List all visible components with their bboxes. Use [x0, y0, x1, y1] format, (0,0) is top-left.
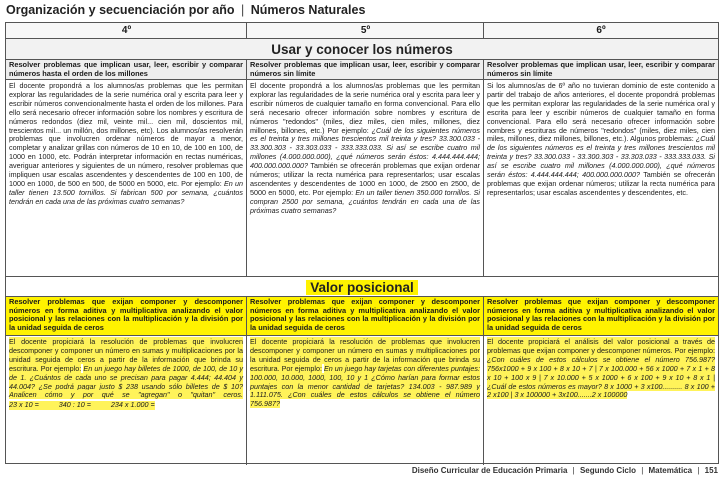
content-body-valor-5 — [247, 337, 483, 465]
content-head-5: Resolver problemas que implican usar, leer, escribir y comparar números sin límite — [247, 60, 483, 80]
content-head-valor-6: Resolver problemas que exijan componer y descomponer números en forma aditiva y multiplicativa analizando el valor posicional y las relaciones con la multiplicación y la división por la unidad seguida de ceros — [484, 297, 718, 336]
divider — [246, 23, 247, 39]
body-text: Si los alumnos/as de 6º año no tuvieran dominio de este contenido a partir del trabajo de años anteriores, el docente propondrá problemas que les permitan explorar las regularidades de la serie numérica oral y escrita para leer y escribir números de cualquier tamaño en forma convencional. Para ello será necesario ofrecer información sobre nombres y escrituras de números "redondos" (miles, diez miles, cien miles, millones, diez millones, billones, etc.). Algunos problemas: — [487, 81, 715, 144]
body-text: El docente propondrá a los alumnos/as problemas que les permitan explorar las regularidades de la serie numérica oral y escrita para leer y escribir números convencionalmente hasta el orden de los millones. Para ello será necesario ofrecer información sobre los nombres y escritura de números redondos (diez mil, veinte mil... cien mil, doscientos mil, trescientos mil... un millón, dos millones, etc). Los alumnos/as resolverán problemas que involucren ordenar números de mayor a menor, completar y analizar grillas con números de 10 en 10, de 100 en 100, de 1000 en 1000, etc. Podrán interpretar información en rectas numéricas, averiguar anteriores y siguientes de un número, resolver problemas que impliquen usar escalas ascendentes y descendentes de 100 en 100, de 1000 en 1000, de 500 en 500, de 5000 en 5000, etc. Por ejemplo: — [9, 81, 243, 188]
content-head-valor-5: Resolver problemas que exijan componer y descomponer números en forma aditiva y multiplicativa analizando el valor posicional y las relaciones con la multiplicación y la división por la unidad seguida de ceros — [247, 297, 483, 336]
content-body-4 — [6, 81, 246, 276]
footer-separator: | — [572, 466, 575, 475]
page-footer — [300, 466, 718, 478]
operations-line: 23 x 10 = 340 : 10 = 234 x 1.000 = — [9, 400, 155, 410]
example-text: ¿Cuál de los siguientes números es el treinta y tres millones trescientos mil treinta y tres? 33.300.033 - 33.300.303 - 33.303.033 - 333.333.033. Si así se escribe cuatro mil millones (4.000.000.000), ¿qué números serán éstos: 4.444.444.444; 400.000.000.000? — [487, 134, 716, 180]
body-text: El docente propiciará la resolución de problemas que involucren descomponer y componer un número en sumas y multiplicaciones por la unidad seguida de ceros a partir de la información que brinda su escritura. Por ejemplo: — [250, 337, 480, 373]
divider — [483, 23, 484, 39]
column-header-row — [6, 23, 718, 39]
page-number: 151 — [704, 466, 718, 475]
example-text: En un juego hay billetes de 1000, de 100, de 10 y de 1. ¿Cuántos de cada uno se precisan para pagar 4.444; 44.404 y 44.004? ¿Se podrá pagar justo $ 238 usando sólo billetes de $ 10? Analicen cómo y por qué se "agregan" o "quitan" ceros. — [9, 363, 244, 400]
body-text: El docente propondrá a los alumnos/as problemas que les permitan explorar las regularidades de la serie numérica oral y escrita para leer y escribir números de cualquier tamaño en forma convencional. Para ello será necesario ofrecer información sobre nombres y escritura de números "redondos" (miles, diez miles, cien miles, millones, diez millones, billones, etc.) Por ejemplo: — [250, 81, 480, 135]
footer-separator: | — [697, 466, 700, 475]
example-text: ¿Cuál de los siguientes números es el treinta y tres millones trescientos mil treinta y tres? 33.300.033 - 33.300.303 - 33.303.033 - 333.333.033. Si así se escribe cuatro mil millones (4.000.000.000), ¿qué números serán éstos: 4.444.444.444; 400.000.000.000? — [250, 125, 481, 171]
body-text: El docente propiciará la resolución de problemas que involucren descomponer y componer un número en sumas y multiplicaciones por la unidad seguida de ceros a partir de la información que brinda su escritura. Por ejemplo: — [9, 337, 243, 373]
section-title-valor: Valor posicional — [306, 280, 418, 295]
section-title-usar: Usar y conocer los números — [6, 39, 718, 60]
body-text: También se ofrecerán problemas que exijan ordenar números; utilizar la recta numérica para representarlos; usar escalas ascendentes y descendentes de 1000 en 1000, de 2500 en 2500, de 5000 en 5000, etc. Por ejemplo: — [250, 161, 480, 197]
footer-subject: Matemática — [648, 466, 693, 475]
curriculum-table — [5, 22, 719, 464]
content-body-6 — [484, 81, 718, 276]
header-topic: Números Naturales — [250, 3, 366, 17]
content-head-6: Resolver problemas que implican usar, leer, escribir y comparar números sin límite — [484, 60, 718, 80]
example-text: ¿Con cuáles de estos cálculos se obtiene el número 756.987? 756x1000 + 9 x 100 + 8 x 10 + 7 | 7 x 100.000 + 56 x 1000 + 7 x 1 + 8 x 10 + 100 x 9 | 7 x 10.000 + 5 x 1000 + 6 x 100 + 9 x 10 + 8 x 1 | ¿Cuál de estos números es mayor? 8 x 1000 + 3 x100.......... 8 x 100 + 2 x100 | 3 x 100000 + 3x100.......2 x 100000 — [487, 354, 715, 400]
page-header — [6, 3, 718, 21]
content-body-5 — [247, 81, 483, 276]
header-section: Organización y secuenciación por año — [6, 3, 235, 17]
column-header-5: 5º — [360, 25, 371, 36]
example-text: En un juego hay tarjetas con diferentes puntajes: 100.000, 10.000, 1000, 100, 10 y 1 ¿Cómo harían para formar estos puntajes con la menor cantidad de tarjetas? 134.003 - 987.989 y 1.111.075. ¿Con cuáles de estos cálculos se obtiene el número 756.987? — [250, 363, 480, 409]
section-title-valor-box — [6, 276, 718, 297]
content-body-valor-4 — [6, 337, 246, 465]
content-body-valor-6 — [484, 337, 718, 465]
example-text: En un taller tienen 350.000 tornillos. Si compran 2500 por semana, ¿cuántos tendrán en cada una de las próximas cuatro semanas? — [250, 187, 480, 215]
content-head-4: Resolver problemas que implican usar, leer, escribir y comparar números hasta el orden de los millones — [6, 60, 246, 80]
body-text: También se ofrecerán problemas que exijan ordenar números; utilizar la recta numérica para representarlos; usar escalas ascendentes y descendentes, etc. — [487, 170, 715, 197]
footer-separator: | — [641, 466, 644, 475]
body-text: El docente propiciará el análisis del valor posicional a través de problemas que exijan componer y descomponer números. Por ejemplo: — [487, 337, 715, 355]
column-header-6: 6º — [596, 25, 606, 36]
column-header-4: 4º — [121, 25, 132, 36]
footer-cycle: Segundo Ciclo — [579, 466, 636, 475]
header-separator: | — [241, 3, 245, 17]
example-text: En un taller tienen 13.500 tornillos. Si fabrican 500 por semana, ¿cuántos tendrán en cada una de las próximas cuatro semanas? — [9, 178, 243, 206]
content-head-valor-4: Resolver problemas que exijan componer y descomponer números en forma aditiva y multiplicativa analizando el valor posicional y las relaciones con la multiplicación y la división por la unidad seguida de ceros — [6, 297, 246, 336]
footer-doc: Diseño Curricular de Educación Primaria — [411, 466, 568, 475]
